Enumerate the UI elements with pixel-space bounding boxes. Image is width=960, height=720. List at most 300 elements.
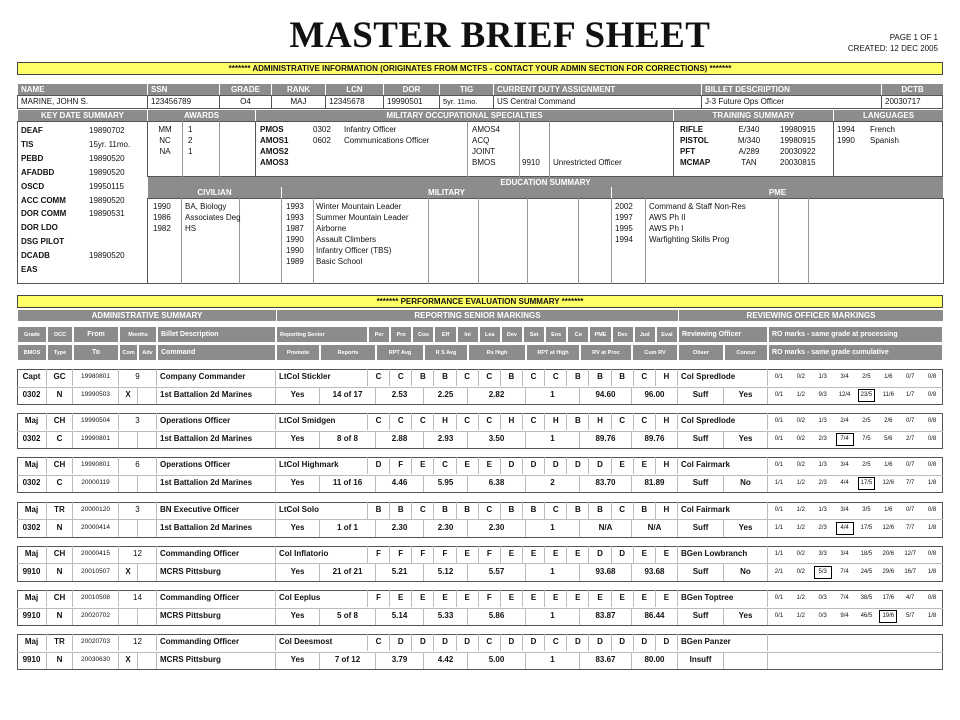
report-com	[119, 608, 138, 625]
report-months: 6	[119, 457, 157, 474]
col-obser: Obser	[678, 344, 724, 361]
report-ro-dist-cumulative: 2/1	[774, 568, 784, 575]
report-mark: E	[390, 590, 412, 607]
report-command: 1st Battalion 2d Marines	[157, 475, 276, 492]
report-from: 19990801	[73, 457, 119, 474]
report-bmos: 9910	[17, 608, 47, 625]
report-ro-dist-processing: 0/1	[774, 374, 784, 380]
col-type: Type	[47, 344, 73, 361]
report-mark: H	[656, 413, 678, 430]
report-ro-dist-processing: 0/8	[927, 506, 937, 513]
key-date-label: DOR COMM	[21, 209, 67, 219]
report-ro-dist-processing: 0/8	[927, 462, 937, 469]
report-ro-dist-processing: 1/1	[774, 550, 784, 557]
report-concur: Yes	[724, 608, 768, 625]
military-ed-year: 1993	[286, 202, 304, 211]
report-mark: C	[545, 634, 567, 651]
report-mark: D	[567, 457, 589, 474]
col-cum-rv: Cum RV	[632, 344, 678, 361]
report-mark: C	[434, 457, 456, 474]
report-com	[119, 431, 138, 448]
report-ro-dist-cumulative: 17/5	[856, 475, 878, 492]
pme-course: AWS Ph I	[649, 224, 684, 233]
report-ro-dist-processing: 0/8	[927, 418, 937, 425]
report-ro-dist-cumulative: 5/3	[812, 564, 834, 581]
report-mark: C	[545, 369, 567, 386]
training-score: A/289	[738, 147, 760, 156]
report-mark: E	[457, 590, 479, 607]
training-score: TAN	[741, 158, 757, 167]
page-info	[848, 32, 938, 54]
report-cum-rv: 80.00	[632, 652, 678, 669]
report-mark: F	[412, 546, 434, 563]
report-occ: CH	[47, 457, 73, 474]
report-ro-dist-processing: 1/6	[884, 374, 893, 380]
language-year: 1994	[837, 125, 855, 134]
report-grade: Maj	[17, 457, 47, 474]
military-ed-course: Assault Climbers	[316, 235, 377, 244]
col-rpt-avg: RPT Avg	[376, 344, 424, 361]
report-rpt-avg: 2.30	[376, 520, 424, 537]
report-mark: D	[545, 457, 567, 474]
report-mark: E	[634, 457, 656, 474]
report-mark: E	[545, 590, 567, 607]
report-ro-dist-cumulative: 46/5	[860, 613, 873, 619]
col-occ: OCC	[47, 326, 73, 343]
mos-desc: Infantry Officer	[344, 125, 397, 134]
report-ro-dist-processing: 0/1	[774, 462, 784, 469]
report-mark: D	[501, 457, 523, 474]
report-rs-high: 2.30	[468, 520, 526, 537]
report-reporting-senior: Col Deesmost	[276, 634, 368, 651]
civilian-degree: Associates Deg	[185, 213, 241, 222]
col-to: To	[73, 344, 119, 361]
report-ro-dist-cumulative: 1/2	[796, 480, 805, 487]
report-bmos: 0302	[17, 387, 47, 404]
report-billet: Operations Officer	[157, 457, 276, 474]
report-ro-dist-processing: 0/7	[906, 374, 915, 380]
col-from: From	[73, 326, 119, 343]
report-ro-dist-processing: 0/7	[906, 418, 915, 425]
report-ro-dist-processing: 12/7	[904, 550, 917, 557]
report-mark: B	[457, 502, 479, 519]
report-ro-dist-cumulative: 7/5	[862, 436, 871, 443]
report-obser: Suff	[678, 608, 724, 625]
pme-year: 1995	[615, 224, 633, 233]
award-count: 1	[188, 147, 193, 156]
report-rs-high: 5.86	[468, 608, 526, 625]
report-ro-dist-processing: 18/5	[860, 550, 873, 557]
report-ro-dist-processing: 2/5	[862, 374, 871, 380]
report-from: 20020703	[73, 634, 119, 651]
key-date-value: 19890520	[89, 167, 125, 177]
report-to: 20010507	[73, 564, 119, 581]
report-ro-dist-cumulative: 1/1	[774, 524, 784, 531]
report-mark: B	[589, 502, 611, 519]
hdr-dctb: DCTB	[881, 84, 943, 95]
report-ro-dist-cumulative: 0/1	[774, 436, 784, 443]
key-date-value: 15yr. 11mo.	[89, 139, 131, 149]
civilian-degree: BA, Biology	[185, 202, 227, 211]
admin-banner: ******* ADMINISTRATIVE INFORMATION (ORIGINATES FROM MCTFS - CONTACT YOUR ADMIN SECTION FOR CORRECTIONS) *******	[17, 62, 943, 75]
report-cum-rv: 81.89	[632, 475, 678, 492]
value-grade: O4	[219, 95, 272, 109]
report-ro-dist-cumulative: 2/7	[906, 436, 915, 443]
report-rs-high: 5.57	[468, 564, 526, 581]
col-promote: Promote	[276, 344, 320, 361]
report-rs-avg: 2.30	[424, 520, 468, 537]
report-ro-dist-processing: 0/1	[774, 418, 784, 425]
report-reviewing-officer: Col Fairmark	[678, 502, 768, 519]
report-ro-dist-cumulative: 1/8	[927, 524, 937, 531]
col-attr-lea: Lea	[479, 326, 501, 343]
report-ro-dist-processing: 0/3	[818, 595, 827, 601]
report-rpt-high: 1	[526, 387, 580, 404]
report-type: C	[47, 431, 73, 448]
report-mark: H	[501, 413, 523, 430]
report-mark: C	[479, 502, 501, 519]
award-code: MM	[158, 125, 172, 134]
mos-label: PMOS	[260, 125, 284, 134]
value-dctb: 20030717	[881, 95, 943, 109]
col-attr-ini: Ini	[457, 326, 479, 343]
report-command: MCRS Pittsburg	[157, 564, 276, 581]
report-command: MCRS Pittsburg	[157, 652, 276, 669]
report-mark: D	[523, 457, 545, 474]
value-dor: 19990501	[383, 95, 440, 109]
report-mark: D	[589, 457, 611, 474]
report-mark: B	[634, 502, 656, 519]
training-score: E/340	[738, 125, 760, 134]
report-command: 1st Battalion 2d Marines	[157, 387, 276, 404]
report-months: 3	[119, 413, 157, 430]
report-ro-dist-cumulative: 2/3	[818, 480, 827, 487]
report-billet: Operations Officer	[157, 413, 276, 430]
report-reviewing-officer: BGen Toptree	[678, 590, 768, 607]
report-rs-avg: 4.42	[424, 652, 468, 669]
col-attr-cou: Cou	[412, 326, 434, 343]
report-rv-proc: N/A	[580, 520, 632, 537]
report-type: N	[47, 520, 73, 537]
report-ro-dist-cumulative: 4/4	[834, 520, 856, 537]
col-rs-avg: R S Avg	[424, 344, 468, 361]
report-mark: E	[634, 546, 656, 563]
report-ro-dist-processing: 2/6	[884, 418, 893, 425]
report-ro-dist-cumulative: 0/1	[774, 392, 784, 398]
report-occ: CH	[47, 546, 73, 563]
report-ro-dist-processing: 4/7	[906, 595, 915, 601]
report-months: 3	[119, 502, 157, 519]
report-ro-dist-cumulative: 29/6	[882, 568, 895, 575]
report-rpt-high: 2	[526, 475, 580, 492]
report-months: 9	[119, 369, 157, 386]
report-reporting-senior: LtCol Smidgen	[276, 413, 368, 430]
report-to: 19990503	[73, 387, 119, 404]
key-date-label: OSCD	[21, 181, 45, 191]
report-rs-avg: 2.25	[424, 387, 468, 404]
report-mark: E	[457, 457, 479, 474]
report-com: X	[119, 387, 138, 404]
report-promote: Yes	[276, 564, 320, 581]
col-attr-eff: Eff	[434, 326, 456, 343]
report-ro-dist-cumulative: 16/7	[904, 568, 917, 575]
report-obser: Suff	[678, 520, 724, 537]
report-rv-proc: 89.76	[580, 431, 632, 448]
hdr-grade: GRADE	[219, 84, 271, 95]
hdr-awards: AWARDS	[147, 110, 255, 121]
report-mark: D	[567, 634, 589, 651]
report-mark: H	[656, 457, 678, 474]
report-rpt-avg: 2.53	[376, 387, 424, 404]
key-date-label: TIS	[21, 139, 34, 149]
col-grade: Grade	[17, 326, 47, 343]
report-cum-rv: N/A	[632, 520, 678, 537]
report-mark: B	[390, 502, 412, 519]
report-promote: Yes	[276, 520, 320, 537]
award-code: NC	[159, 136, 171, 145]
training-label: PISTOL	[680, 136, 709, 145]
col-ro-note-processing: RO marks - same grade at processing	[768, 326, 943, 343]
report-mark: C	[457, 369, 479, 386]
language-name: Spanish	[870, 136, 899, 145]
report-months: 14	[119, 590, 157, 607]
report-mark: E	[656, 590, 678, 607]
report-ro-dist-processing: 7/4	[840, 595, 849, 601]
report-mark: E	[501, 590, 523, 607]
key-date-value: 19890531	[89, 209, 125, 219]
hdr-key-date-summary: KEY DATE SUMMARY	[17, 110, 147, 121]
value-ssn: 123456789	[147, 95, 220, 109]
civilian-degree: HS	[185, 224, 197, 233]
key-date-label: DOR LDO	[21, 223, 58, 233]
report-from: 19990504	[73, 413, 119, 430]
report-mark: C	[457, 413, 479, 430]
hdr-pme: PME	[611, 187, 943, 198]
report-ro-dist-cumulative: 7/7	[906, 480, 915, 487]
page-number: PAGE 1 OF 1	[889, 33, 938, 42]
report-concur: No	[724, 475, 768, 492]
report-ro-dist-processing: 38/5	[860, 595, 873, 601]
perf-banner: ******* PERFORMANCE EVALUATION SUMMARY *******	[17, 295, 943, 308]
report-reporting-senior: LtCol Solo	[276, 502, 368, 519]
report-ro-dist-cumulative: 9/3	[818, 392, 827, 398]
col-reports: Reports	[320, 344, 376, 361]
value-billet: J-3 Future Ops Officer	[701, 95, 882, 109]
report-ro-dist-processing: 3/4	[840, 462, 849, 469]
report-mark: F	[479, 590, 501, 607]
report-from: 20000120	[73, 502, 119, 519]
report-ro-dist-processing: 1/6	[884, 462, 893, 469]
report-ro-dist-cumulative: 5/6	[884, 436, 893, 443]
report-billet: Commanding Officer	[157, 634, 276, 651]
report-rpt-avg: 5.21	[376, 564, 424, 581]
report-mark: E	[434, 590, 456, 607]
training-label: MCMAP	[680, 158, 711, 167]
report-promote: Yes	[276, 652, 320, 669]
report-mark: D	[656, 634, 678, 651]
hdr-training: TRAINING SUMMARY	[673, 110, 833, 121]
report-occ: GC	[47, 369, 73, 386]
language-year: 1990	[837, 136, 855, 145]
report-ro-dist-processing: 2/4	[840, 418, 849, 425]
report-ro-dist-cumulative: 4/4	[840, 480, 849, 487]
key-date-label: DEAF	[21, 126, 43, 135]
report-adv	[138, 431, 157, 448]
report-mark: E	[457, 546, 479, 563]
report-reports: 1 of 1	[320, 520, 376, 537]
hdr-civilian: CIVILIAN	[147, 187, 281, 198]
report-reports: 14 of 17	[320, 387, 376, 404]
report-type: C	[47, 475, 73, 492]
report-command: 1st Battalion 2d Marines	[157, 520, 276, 537]
report-cum-rv: 86.44	[632, 608, 678, 625]
key-date-label: PEBD	[21, 153, 44, 163]
report-to: 20030630	[73, 652, 119, 669]
report-ro-dist-cumulative: 7/4	[840, 568, 849, 575]
col-months: Months	[119, 326, 157, 343]
report-mark: F	[368, 546, 390, 563]
report-type: N	[47, 564, 73, 581]
mos-label: AMOS3	[260, 158, 289, 167]
report-ro-dist-processing: 0/2	[796, 374, 805, 380]
report-reports: 7 of 12	[320, 652, 376, 669]
col-command: Command	[157, 344, 276, 361]
report-to: 20020702	[73, 608, 119, 625]
report-concur	[724, 652, 768, 669]
report-ro-dist-cumulative: 7/4	[834, 431, 856, 448]
mos-label-2: JOINT	[472, 147, 496, 156]
report-mark: B	[589, 369, 611, 386]
report-mark: E	[479, 457, 501, 474]
report-ro-dist-cumulative: 1/2	[796, 613, 805, 619]
report-mark: B	[434, 502, 456, 519]
report-ro-dist-processing: 17/6	[882, 595, 895, 601]
report-adv	[138, 387, 157, 404]
report-mark: H	[656, 369, 678, 386]
mos-label: AMOS2	[260, 147, 289, 156]
report-ro-dist-cumulative: 1/8	[927, 568, 937, 575]
key-date-value: 19890520	[89, 195, 125, 205]
report-ro-dist-processing: 0/1	[774, 595, 784, 601]
report-com: X	[119, 652, 138, 669]
report-mark: B	[368, 502, 390, 519]
report-mark: D	[634, 634, 656, 651]
report-billet: BN Executive Officer	[157, 502, 276, 519]
pme-year: 1994	[615, 235, 633, 244]
report-mark: D	[501, 634, 523, 651]
report-mark: F	[390, 546, 412, 563]
training-date: 19980915	[780, 136, 816, 145]
report-promote: Yes	[276, 431, 320, 448]
report-to: 20000119	[73, 475, 119, 492]
report-rpt-avg: 2.88	[376, 431, 424, 448]
report-reports: 21 of 21	[320, 564, 376, 581]
report-occ: CH	[47, 413, 73, 430]
report-ro-dist-processing: 2/5	[862, 418, 871, 425]
col-rs-high: Rs High	[468, 344, 526, 361]
report-ro-dist-processing: 0/8	[927, 595, 937, 601]
pme-course: Warfighting Skills Prog	[649, 235, 730, 244]
report-mark: C	[412, 413, 434, 430]
report-ro-dist-processing: 0/2	[796, 550, 805, 557]
hdr-rs-markings: REPORTING SENIOR MARKINGS	[276, 310, 678, 321]
military-ed-course: Airborne	[316, 224, 347, 233]
report-ro-dist-cumulative: 1/2	[796, 524, 805, 531]
report-reports: 8 of 8	[320, 431, 376, 448]
report-mark: B	[501, 502, 523, 519]
report-mark: D	[390, 634, 412, 651]
award-count: 1	[188, 125, 193, 134]
report-ro-dist-processing: 1/2	[796, 506, 805, 513]
report-reviewing-officer: Col Spredlode	[678, 413, 768, 430]
military-ed-year: 1989	[286, 257, 304, 266]
report-mark: H	[589, 413, 611, 430]
hdr-admin-summary: ADMINISTRATIVE SUMMARY	[17, 310, 276, 321]
report-mark: B	[567, 502, 589, 519]
training-score: M/340	[737, 136, 761, 145]
report-mark: H	[656, 502, 678, 519]
key-date-label: DCADB	[21, 251, 50, 261]
report-rpt-avg: 5.14	[376, 608, 424, 625]
report-ro-dist-processing: 0/8	[927, 550, 937, 557]
report-ro-dist-cumulative: 19/6	[877, 608, 899, 625]
report-command: 1st Battalion 2d Marines	[157, 431, 276, 448]
mos-code: 0602	[313, 136, 331, 145]
military-ed-course: Infantry Officer (TBS)	[316, 246, 392, 255]
report-grade: Maj	[17, 634, 47, 651]
col-attr-pro: Pro	[390, 326, 412, 343]
report-ro-dist-cumulative: 1/2	[796, 392, 805, 398]
report-ro-dist-cumulative: 23/5	[856, 387, 878, 404]
hdr-dor: DOR	[383, 84, 439, 95]
mos-label: AMOS1	[260, 136, 289, 145]
report-months: 12	[119, 634, 157, 651]
report-mark: C	[368, 634, 390, 651]
report-rv-proc: 93.68	[580, 564, 632, 581]
col-attr-per: Per	[368, 326, 390, 343]
report-mark: C	[412, 502, 434, 519]
report-type: N	[47, 652, 73, 669]
key-date-value: 19950115	[89, 181, 124, 191]
col-com: Com	[119, 344, 138, 361]
report-ro-dist-cumulative: 9/4	[840, 613, 849, 619]
report-reporting-senior: LtCol Stickler	[276, 369, 368, 386]
report-rv-proc: 94.60	[580, 387, 632, 404]
report-mark: F	[434, 546, 456, 563]
hdr-education: EDUCATION SUMMARY	[147, 177, 943, 188]
report-concur: Yes	[724, 520, 768, 537]
report-concur: No	[724, 564, 768, 581]
col-rpt-high: RPT at High	[526, 344, 580, 361]
report-ro-dist-cumulative: 2/3	[818, 436, 827, 443]
report-ro-dist-processing: 0/2	[796, 462, 805, 469]
hdr-military: MILITARY	[281, 187, 611, 198]
report-occ: TR	[47, 502, 73, 519]
report-rpt-high: 1	[526, 564, 580, 581]
pme-course: Command & Staff Non-Res	[649, 202, 746, 211]
report-mark: E	[634, 590, 656, 607]
report-from: 20000415	[73, 546, 119, 563]
report-ro-dist-processing: 3/4	[840, 506, 849, 513]
report-mark: E	[612, 457, 634, 474]
report-billet: Company Commander	[157, 369, 276, 386]
report-ro-dist-processing: 1/3	[818, 374, 827, 380]
report-mark: D	[589, 546, 611, 563]
report-mark: D	[434, 634, 456, 651]
report-ro-dist-processing: 1/6	[884, 506, 893, 513]
report-mark: C	[634, 369, 656, 386]
report-mark: D	[589, 634, 611, 651]
